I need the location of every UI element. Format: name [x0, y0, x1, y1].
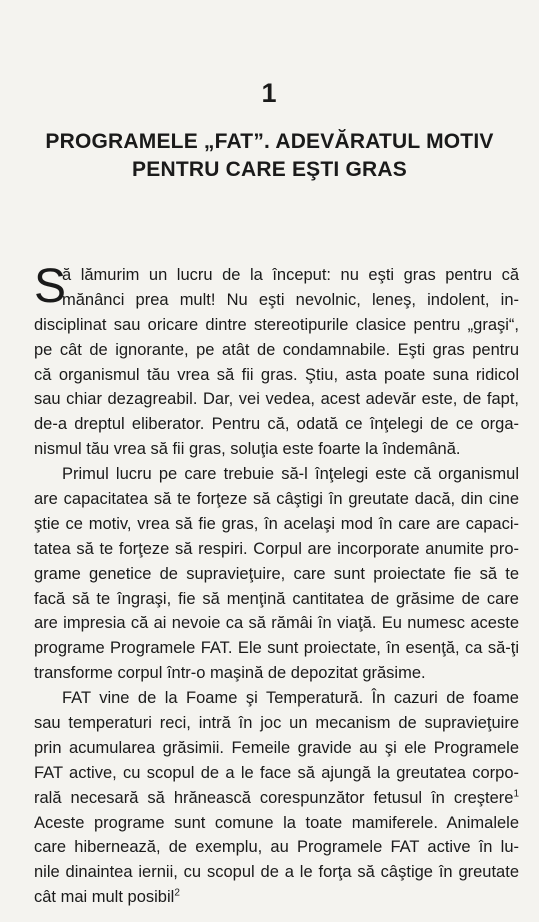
- footnote-marker-1: 1: [513, 788, 519, 800]
- text-line: Aceste programe sunt comune la toate mamiferele. Animalele: [34, 813, 519, 832]
- text-line: FAT vine de la Foame şi Temperatură. În cazuri de foame: [62, 689, 519, 708]
- text-line: sau chiar dezagreabil. Dar, vei vedea, acest adevăr este, de fapt,: [34, 390, 519, 409]
- text-line: prin acumularea grăsimii. Femeile gravide au şi ele Programele: [34, 738, 519, 757]
- text-line: nismul tău vrea să fii gras, soluţia este foarte la îndemână.: [34, 440, 461, 459]
- text-line: că organismul tău vrea să fii gras. Ştiu, asta poate suna ridicol: [34, 365, 519, 384]
- text-line: cât mai mult posibil$^2$: [34, 887, 180, 907]
- text-line: tatea să te forţeze să respiri. Corpul are incorporate anumite pro-: [34, 539, 519, 558]
- text-line: pe cât de ignorante, pe atât de condamnabile. Eşti gras pentru: [34, 340, 519, 359]
- text-line: Primul lucru pe care trebuie să-l înţelegi este că organismul: [62, 465, 519, 484]
- chapter-title: [0, 128, 539, 184]
- text-line: de-a dreptul eliberator. Pentru că, odată ce înţelegi de ce orga-: [34, 415, 519, 434]
- text-line: mănânci prea mult! Nu eşti nevolnic, leneş, indolent, in-: [62, 290, 519, 309]
- text-line: nile dinaintea iernii, cu scopul de a le forţa să câştige în greutate: [34, 863, 519, 882]
- body-text: [34, 260, 519, 910]
- paragraph-1: [34, 260, 519, 462]
- drop-cap: S: [34, 260, 67, 313]
- footnote-marker-2: 2: [174, 887, 180, 899]
- text-line: ştie ce motiv, vrea să fie gras, în acelaşi mod în care are capaci-: [34, 514, 519, 533]
- text-line: grame genetice de supravieţuire, care sunt proiectate fie să te: [34, 564, 519, 583]
- text-line: care hibernează, de exemplu, au Programele FAT active în lu-: [34, 838, 519, 857]
- text-line: are capacitatea să te forţeze să câştigi în greutate dacă, din cine: [34, 490, 519, 509]
- chapter-title-line-2: PENTRU CARE EŞTI GRAS: [132, 158, 407, 181]
- text-line: facă să te îngraşi, fie să menţină cantitatea de grăsime de care: [34, 589, 519, 608]
- text-line: transforme corpul într-o maşină de depozitat grăsime.: [34, 664, 426, 683]
- text-line: programe Programele FAT. Ele sunt proiectate, în esenţă, ca să-ţi: [34, 639, 519, 658]
- text-line: FAT active, cu scopul de a le face să ajungă la greutatea corpo-: [34, 763, 519, 782]
- text-line: ă lămurim un lucru de la început: nu eşti gras pentru că: [62, 266, 519, 284]
- paragraph-3: [34, 686, 519, 910]
- paragraph-2: [34, 462, 519, 686]
- text-line: disciplinat sau oricare dintre stereotipurile clasice pentru „graşi“,: [34, 315, 519, 334]
- chapter-title-line-1: PROGRAMELE „FAT”. ADEVĂRATUL MOTIV: [45, 130, 494, 153]
- text-line: rală necesară să hrănească corespunzător fetusul în creştere$^1$: [34, 788, 519, 807]
- text-line: are impresia că ai nevoie ca să rămâi în viaţă. Eu numesc aceste: [34, 614, 519, 633]
- chapter-number: 1: [261, 78, 278, 108]
- text-line: sau temperaturi reci, intră în joc un mecanism de supravieţuire: [34, 714, 519, 733]
